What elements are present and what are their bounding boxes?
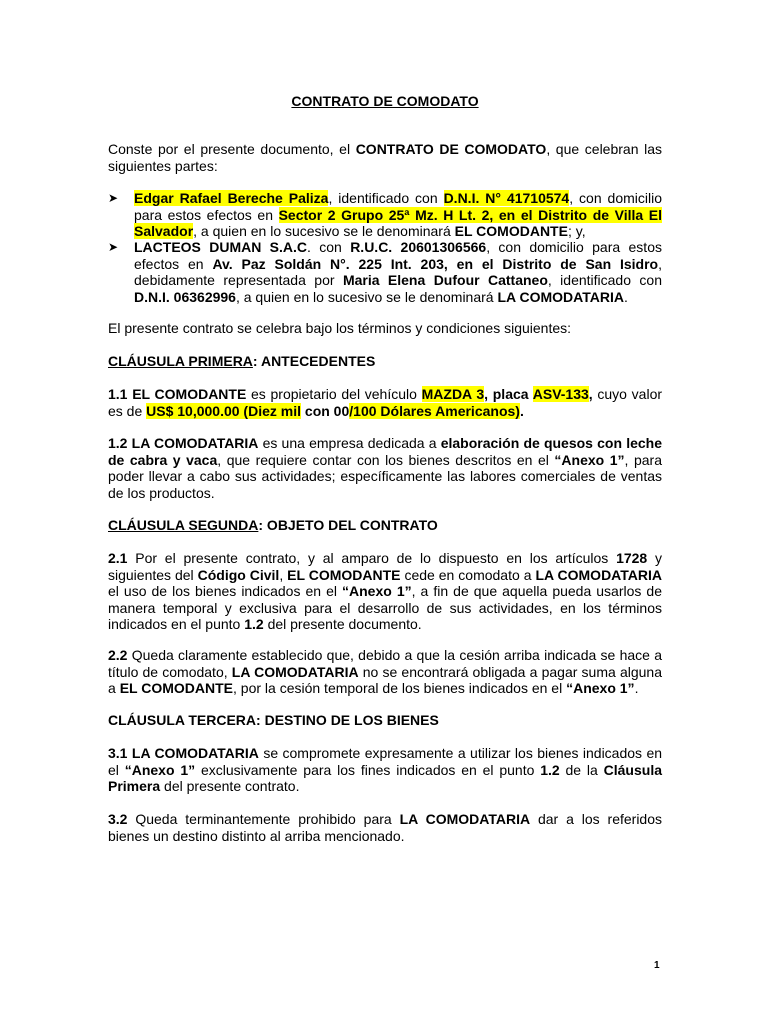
text-span: de la — [559, 761, 604, 778]
party-2-dni: D.N.I. 06362996 — [134, 288, 236, 305]
text-span: exclusivamente para los fines indicados en el punto — [195, 761, 541, 778]
clause-2-heading — [108, 517, 662, 534]
text-span: se compromete expresamente a utilizar los bienes indicados en el — [108, 745, 663, 778]
text-span: , placa — [484, 386, 533, 402]
party-2-text — [134, 239, 662, 305]
article-ref: 1728 — [616, 550, 648, 566]
annex-ref: “Anexo 1” — [554, 451, 625, 468]
party-ref: LA COMODATARIA — [131, 435, 259, 451]
text-span: , con domicilio para estos efectos en — [134, 190, 663, 223]
clause-number: 3.1 — [108, 745, 128, 761]
clause-number: 2.2 — [108, 647, 128, 663]
party-ref: EL COMODANTE — [119, 680, 233, 696]
clause-1-1 — [108, 386, 662, 419]
text-span: , que requiere contar con los bienes descritos en el — [217, 451, 555, 468]
clause-3-1 — [108, 745, 662, 795]
terms-intro: El presente contrato se celebra bajo los términos y condiciones siguientes: — [108, 320, 572, 336]
text-span: . con — [307, 239, 351, 255]
party-1-name: Edgar Rafael Bereche Paliza — [134, 190, 329, 206]
clause-ref: Cláusula Primera — [108, 761, 662, 794]
party-1-dni: D.N.I. N° 41710574 — [443, 190, 570, 206]
party-2-item — [108, 239, 662, 305]
text-span: , debidamente representada por — [134, 255, 662, 288]
party-ref: EL COMODANTE — [287, 566, 401, 583]
company-activity: elaboración de quesos con leche de cabra y vaca — [108, 435, 662, 468]
clause-number: 1.2 — [108, 435, 128, 451]
party-2-name: LACTEOS DUMAN S.A.C — [134, 239, 308, 255]
text-span: , — [588, 386, 593, 402]
text-span: el uso de los bienes indicados en el — [108, 583, 343, 599]
text-span: del presente contrato. — [160, 778, 300, 794]
document-title: CONTRATO DE COMODATO — [291, 93, 479, 109]
text-span: , — [279, 566, 288, 583]
clause-1-heading — [108, 353, 662, 370]
party-ref: LA COMODATARIA — [131, 745, 259, 761]
text-span: ; y, — [567, 223, 586, 239]
intro-text: Conste por el presente documento, el — [108, 141, 356, 157]
clause-1-heading-rest: : ANTECEDENTES — [252, 353, 376, 369]
intro-paragraph — [108, 141, 662, 174]
text-span: Por el presente contrato, y al amparo de lo dispuesto en los artículos — [127, 550, 617, 566]
arrow-right-icon: ➤ — [108, 240, 119, 254]
clause-2-heading-underlined: CLÁUSULA SEGUNDA — [108, 517, 259, 533]
party-ref: LA COMODATARIA — [399, 811, 531, 827]
annex-ref: “Anexo 1” — [124, 761, 196, 778]
vehicle-value-2: /100 Dólares Americanos) — [349, 402, 520, 419]
text-span: , a quien en lo sucesivo se le denominará — [235, 288, 498, 305]
clause-2-2 — [108, 647, 662, 697]
arrow-right-icon: ➤ — [108, 191, 119, 205]
clause-number: 2.1 — [108, 550, 128, 566]
text-span: cuyo valor es de — [108, 386, 663, 419]
intro-text-2: , que celebran las siguientes partes: — [108, 141, 662, 174]
vehicle-plate: ASV-133 — [532, 386, 589, 402]
text-span: , con domicilio para estos efectos en — [134, 239, 662, 272]
clause-3-2 — [108, 811, 662, 844]
party-1-address: Sector 2 Grupo 25ª Mz. H Lt. 2, en el Distrito de Villa El Salvador — [134, 206, 662, 239]
party-ref: LA COMODATARIA — [535, 566, 662, 583]
text-span: cede en comodato a — [400, 566, 536, 583]
party-ref: EL COMODANTE — [132, 386, 247, 402]
party-ref: LA COMODATARIA — [231, 663, 359, 680]
annex-ref: “Anexo 1” — [566, 680, 635, 696]
clause-number: 1.1 — [108, 386, 128, 402]
contract-name: CONTRATO DE COMODATO — [355, 141, 547, 157]
text-span: , a fin de que aquella pueda usarlos de manera temporal y exclusiva para el desarrollo de sus actividades, en los términos indicados en el punto — [108, 583, 663, 632]
text-span: es propietario del vehículo — [246, 386, 422, 402]
page-number: 1 — [654, 960, 660, 971]
text-span: dar a los referidos bienes un destino distinto al arriba mencionado. — [108, 811, 663, 844]
text-span: Queda claramente establecido que, debido a que la cesión arriba indicada se hace a título de comodato, — [108, 647, 662, 680]
text-span: es una empresa dedicada a — [258, 435, 441, 451]
clause-1-2 — [108, 435, 662, 501]
party-1-role: EL COMODANTE — [454, 223, 568, 239]
text-span: . — [519, 402, 524, 419]
code-ref: Código Civil — [197, 566, 280, 583]
vehicle-model: MAZDA 3 — [421, 386, 485, 402]
text-span: , identificado con — [328, 190, 444, 206]
text-span: . — [623, 288, 628, 305]
point-ref: 1.2 — [540, 761, 560, 778]
text-span: , identificado con — [547, 272, 662, 288]
text-span: Queda terminantemente prohibido para — [127, 811, 400, 827]
text-span: del presente documento. — [263, 616, 422, 632]
party-2-address: Av. Paz Soldán N°. 225 Int. 203, en el Distrito de San Isidro — [212, 255, 659, 272]
party-2-role: LA COMODATARIA — [497, 288, 624, 305]
text-span: con 00 — [301, 402, 350, 419]
point-ref: 1.2 — [244, 616, 264, 632]
text-span: no se encontrará obligada a pagar suma alguna a — [108, 663, 662, 696]
vehicle-value: US$ 10,000.00 (Diez mil — [146, 402, 302, 419]
party-2-ruc: R.U.C. 20601306566 — [350, 239, 487, 255]
text-span: y siguientes del — [108, 550, 662, 583]
clause-2-1 — [108, 550, 662, 633]
text-span: , a quien en lo sucesivo se le denominará — [193, 223, 455, 239]
party-1-item — [108, 190, 662, 240]
party-2-representative: Maria Elena Dufour Cattaneo — [342, 272, 548, 288]
clause-3-heading: CLÁUSULA TERCERA: DESTINO DE LOS BIENES — [108, 712, 439, 728]
clause-1-heading-underlined: CLÁUSULA PRIMERA — [108, 353, 253, 369]
party-1-text — [134, 190, 662, 240]
annex-ref: “Anexo 1” — [342, 583, 412, 599]
text-span: . — [634, 680, 639, 696]
clause-2-heading-rest: : OBJETO DEL CONTRATO — [258, 517, 438, 533]
text-span: , para poder llevar a cabo sus actividades; específicamente las labores comerciales de ventas de los productos. — [108, 451, 662, 501]
clause-number: 3.2 — [108, 811, 128, 827]
text-span: , por la cesión temporal de los bienes indicados en el — [233, 680, 567, 696]
